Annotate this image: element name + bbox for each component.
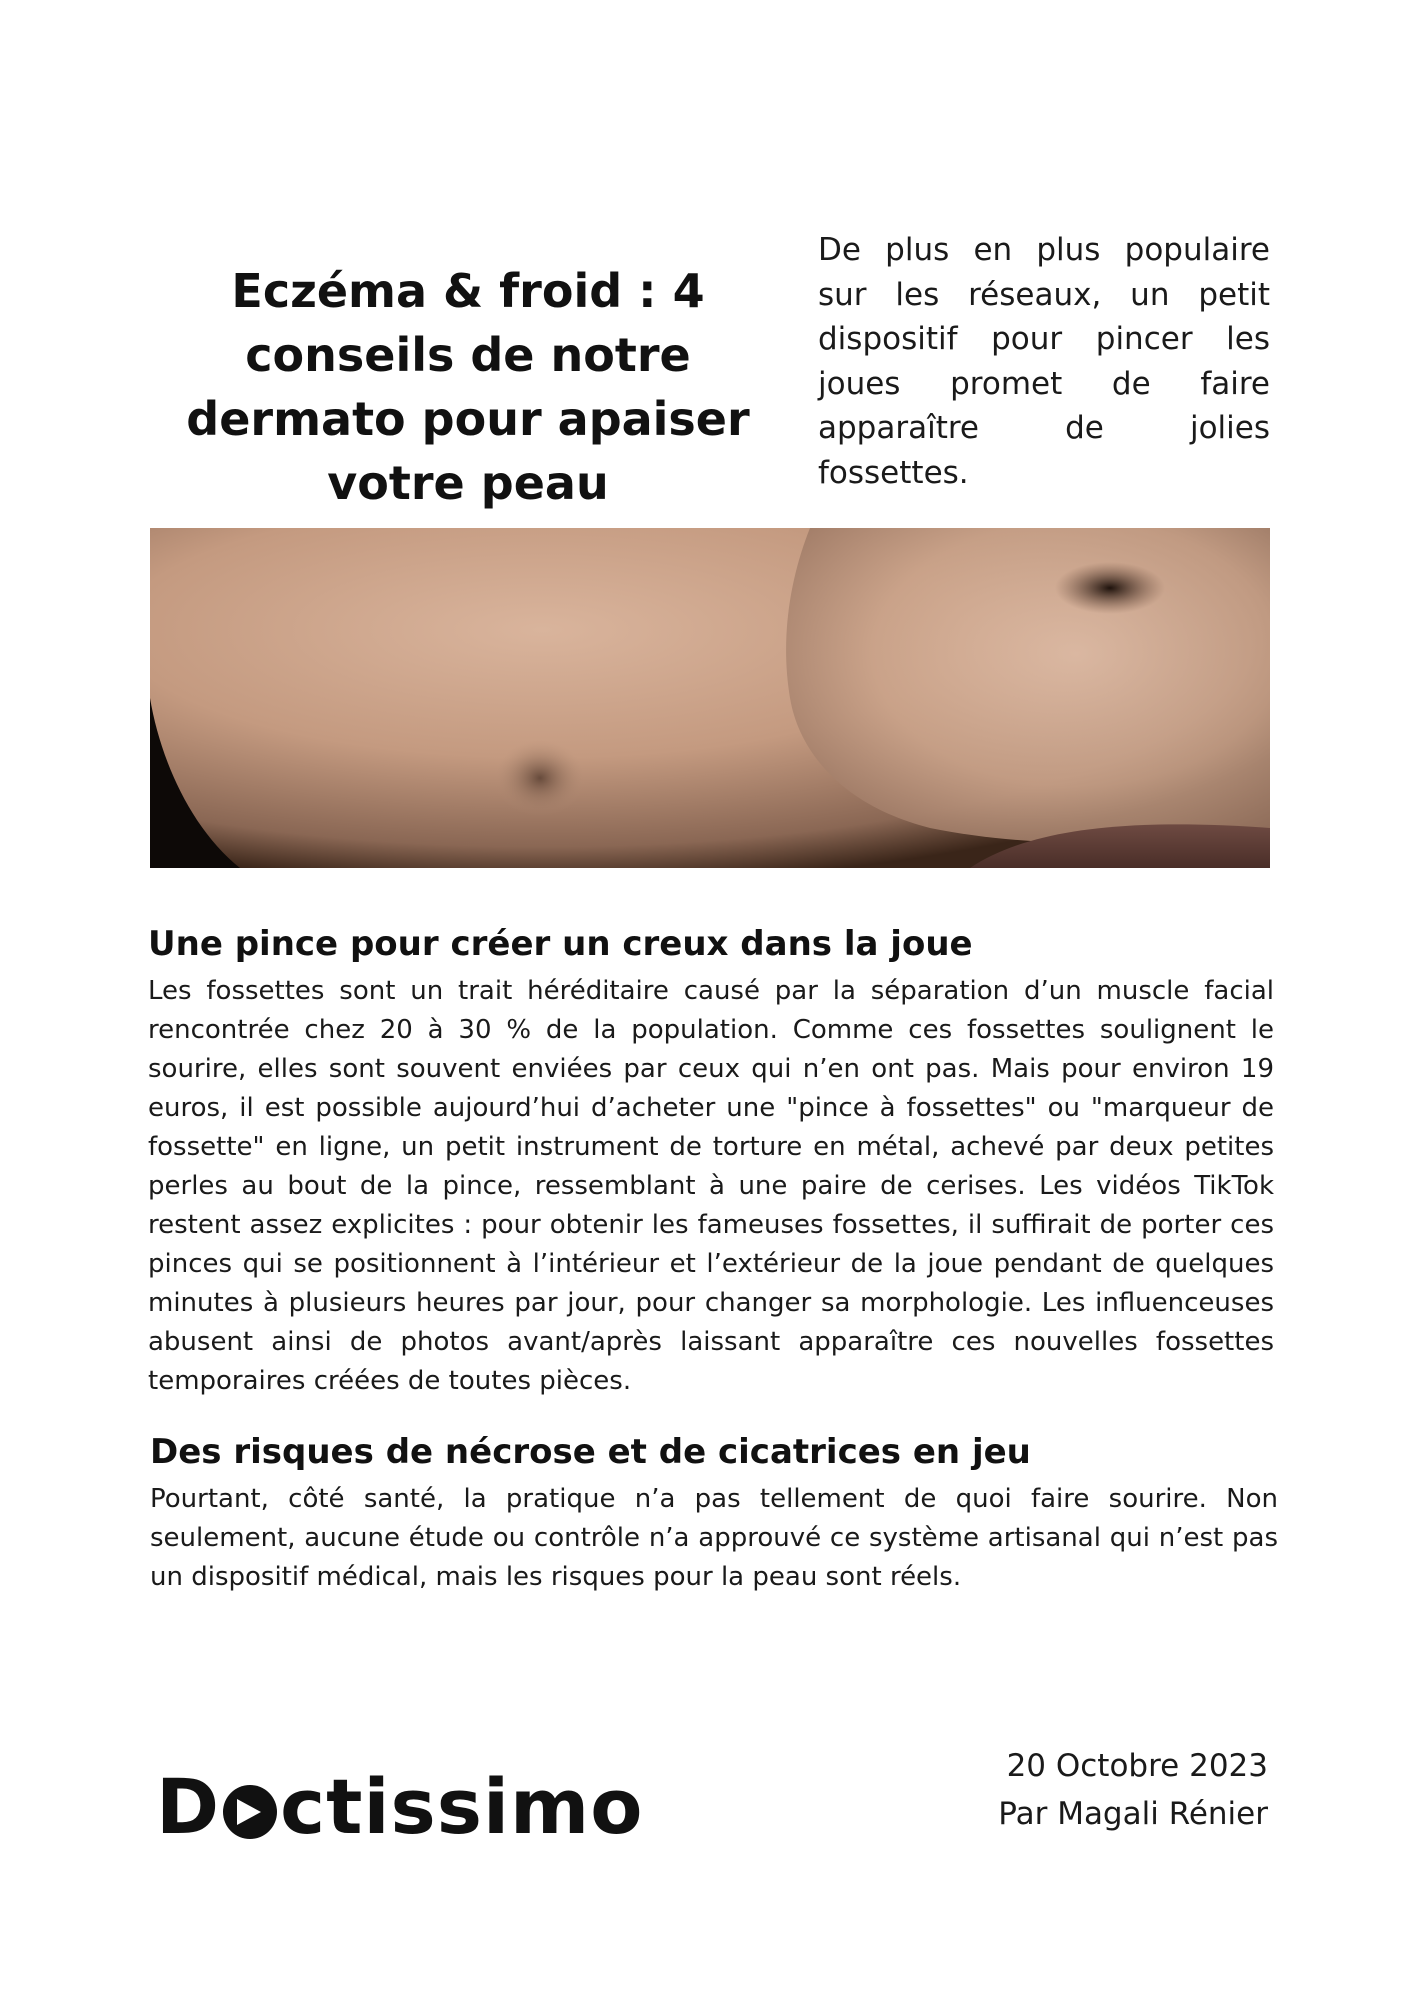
play-icon: [223, 1785, 277, 1839]
hero-image-cheek-dimple: [150, 528, 1270, 868]
article-intro: De plus en plus populaire sur les réseaux, un petit dispositif pour pincer les joues promet de faire apparaître de jolies fossettes.: [818, 232, 1270, 491]
logo-prefix: D: [156, 1761, 221, 1851]
section-title: Une pince pour créer un creux dans la joue: [148, 924, 973, 964]
article-meta: [998, 1742, 1268, 1838]
author-byline: Par Magali Rénier: [998, 1796, 1268, 1832]
section-body: Les fossettes sont un trait héréditaire causé par la séparation d’un muscle facial rencontrée chez 20 à 30 % de la population. Comme ces fossettes soulignent le sourire, elles sont souvent enviées par ceux qui n’en ont pas. Mais pour environ 19 euros, il est possible aujourd’hui d’acheter une "pince à fossettes" ou "marqueur de fossette" en ligne, un petit instrument de torture en métal, achevé par deux petites perles au bout de la pince, ressemblant à une paire de cerises. Les vidéos TikTok restent assez explicites : pour obtenir les fameuses fossettes, il suffirait de porter ces pinces qui se positionnent à l’intérieur et l’extérieur de la joue pendant de quelques minutes à plusieurs heures par jour, pour changer sa morphologie. Les influenceuses abusent ainsi de photos avant/après laissant apparaître ces nouvelles fossettes temporaires créées de toutes pièces.: [148, 976, 1274, 1396]
section-body: Pourtant, côté santé, la pratique n’a pas tellement de quoi faire sourire. Non seulement, aucune étude ou contrôle n’a approuvé ce système artisanal qui n’est pas un dispositif médical, mais les risques pour la peau sont réels.: [150, 1484, 1278, 1592]
publication-date: 20 Octobre 2023: [1006, 1748, 1268, 1784]
section-title: Des risques de nécrose et de cicatrices en jeu: [150, 1432, 1031, 1472]
doctissimo-logo: [156, 1756, 643, 1856]
logo-suffix: ctissimo: [280, 1761, 644, 1851]
article-headline: Eczéma & froid : 4 conseils de notre dermato pour apaiser votre peau: [186, 263, 750, 510]
